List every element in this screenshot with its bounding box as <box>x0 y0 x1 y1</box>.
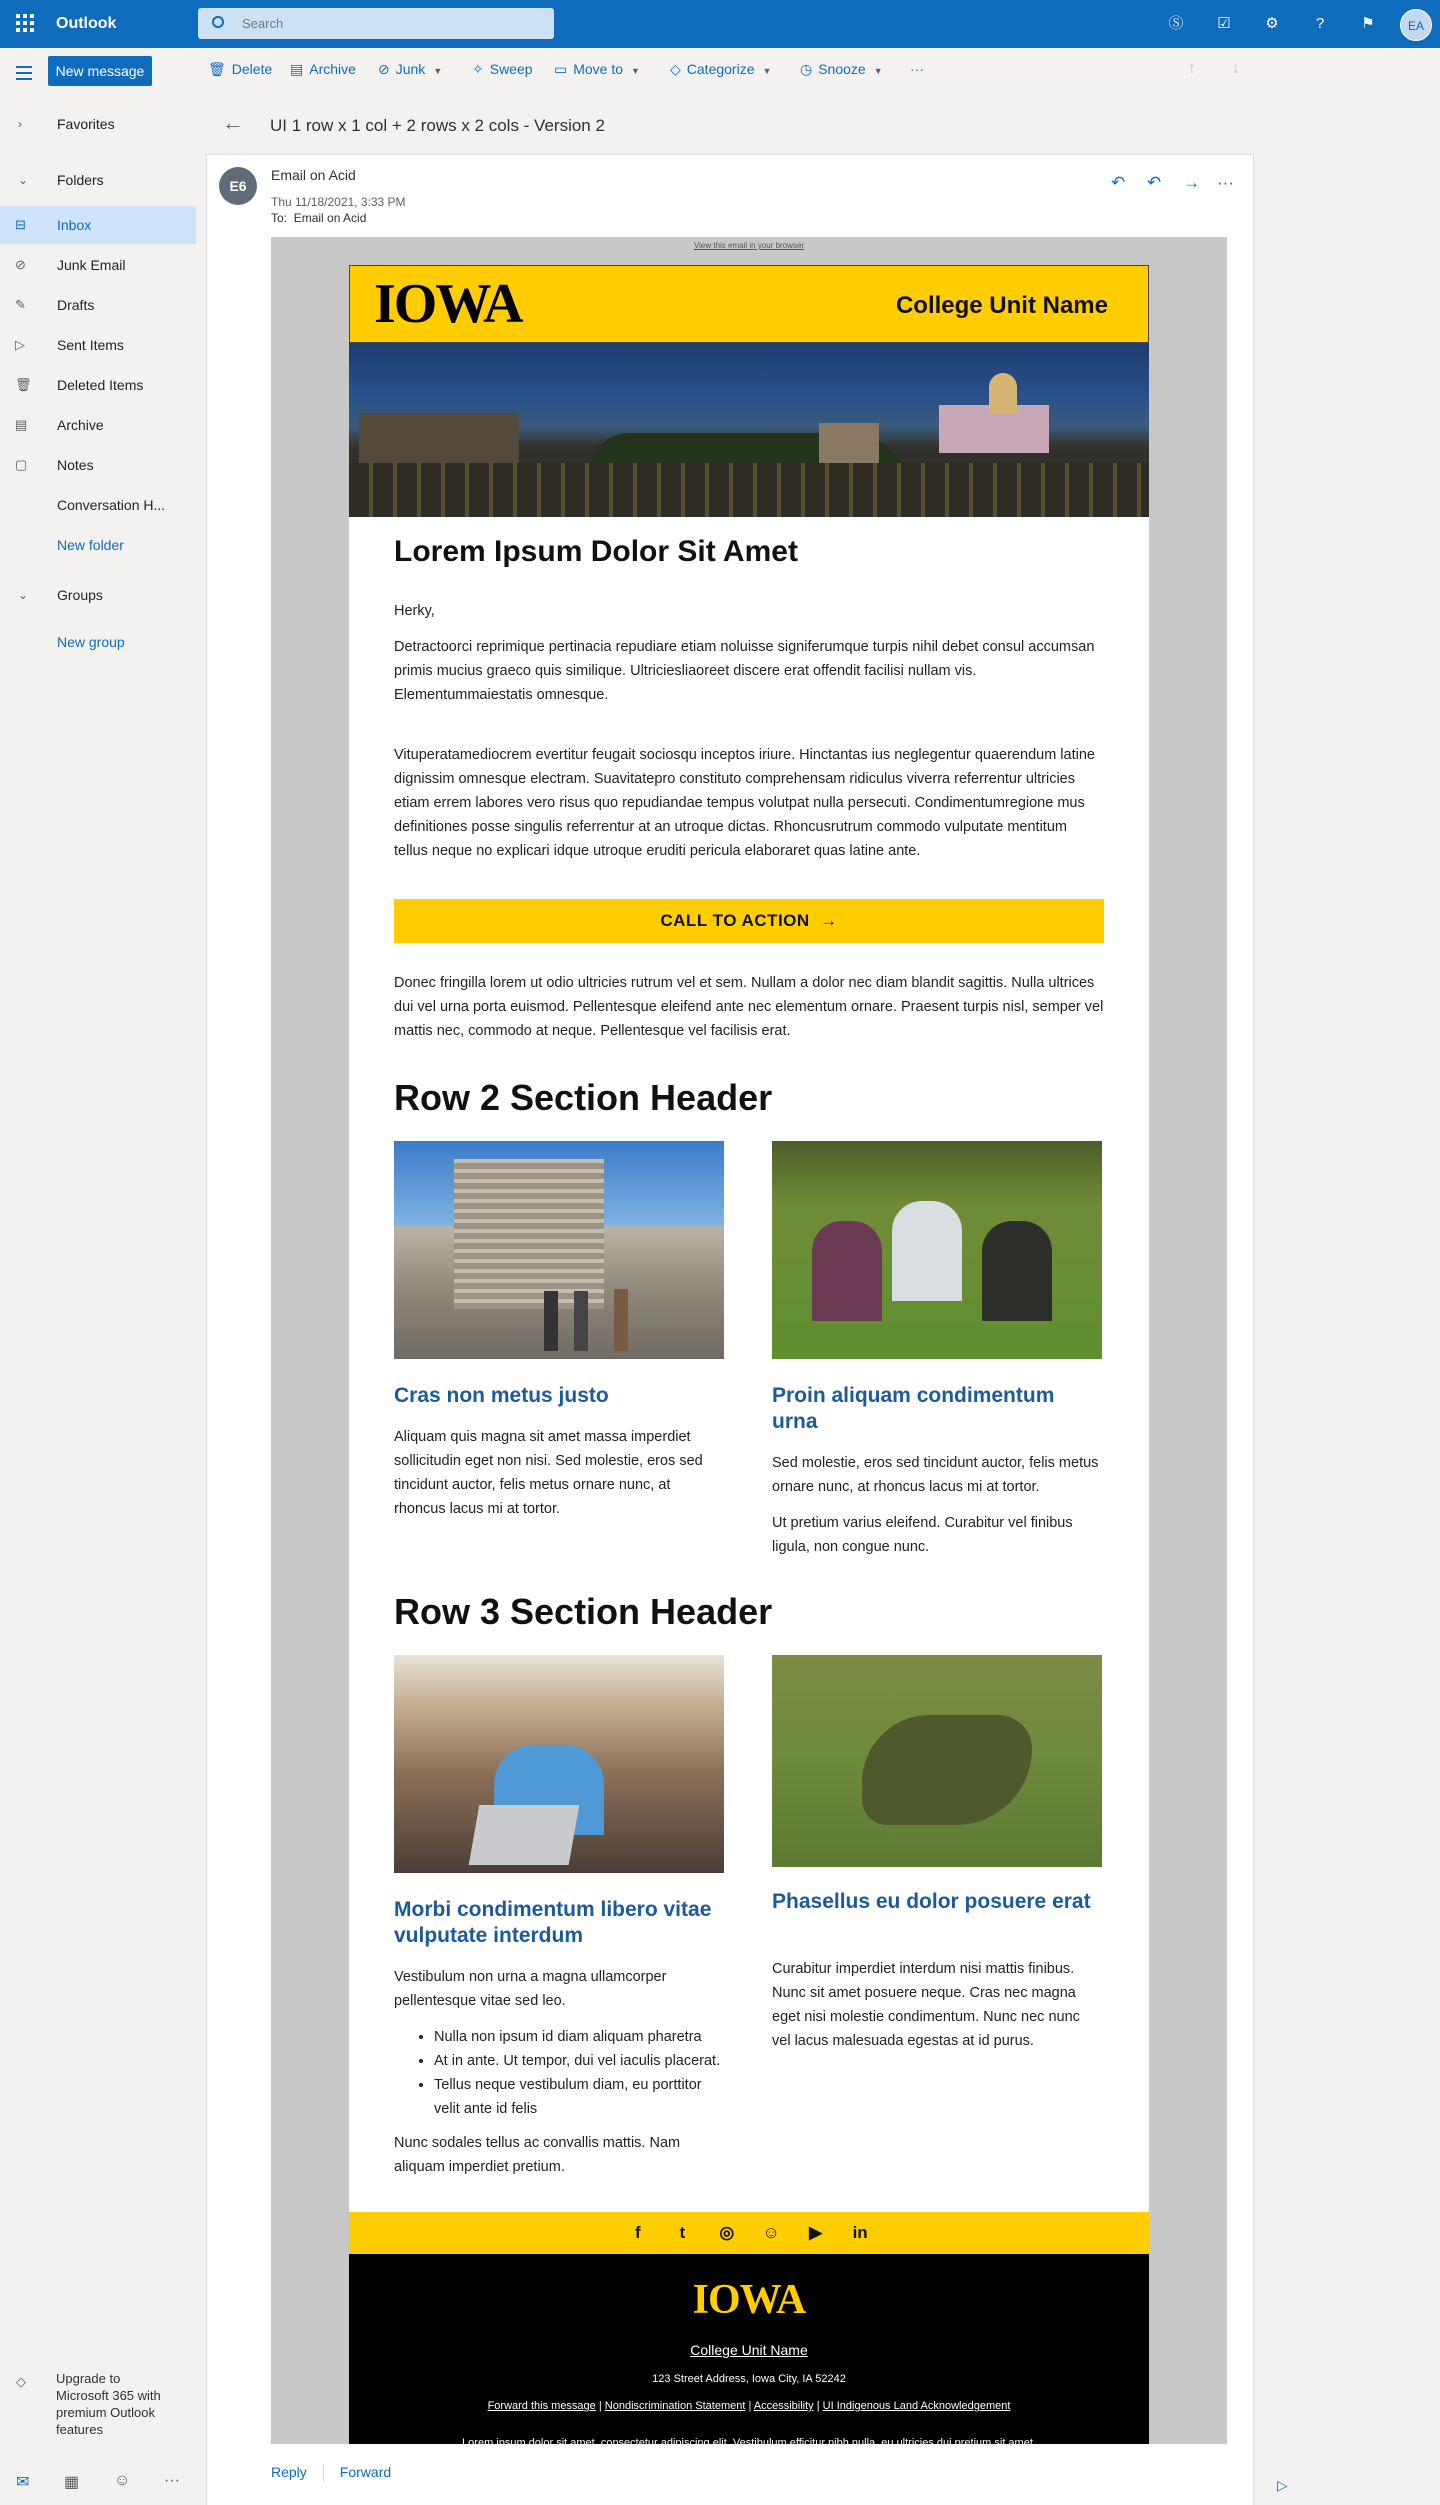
app-name[interactable]: Outlook <box>56 15 117 32</box>
folders-toggle[interactable] <box>0 161 196 199</box>
clock-icon: ◷ <box>800 61 813 77</box>
sidebar-item-junk-email[interactable] <box>0 246 196 284</box>
move-to-label: Move to <box>573 61 624 77</box>
greeting: Herky, <box>394 603 435 619</box>
college-unit-name: College Unit Name <box>895 292 1108 319</box>
archive-button[interactable] <box>290 61 356 78</box>
sidebar-item-drafts[interactable] <box>0 286 196 324</box>
view-in-browser-link[interactable]: View this email in your browser <box>693 241 805 250</box>
favorites-label: Favorites <box>57 116 115 132</box>
sidebar-item-label: Junk Email <box>57 257 126 273</box>
message-datetime: Thu 11/18/2021, 3:33 PM <box>271 195 406 209</box>
reply-icon[interactable]: ↶ <box>1111 173 1126 192</box>
categorize-label: Categorize <box>686 61 755 77</box>
user-avatar[interactable]: EA <box>1400 9 1432 41</box>
email-headline: Lorem Ipsum Dolor Sit Amet <box>394 535 798 568</box>
arrow-right-icon: → <box>820 911 838 930</box>
sidebar-item-conversation-history[interactable] <box>0 486 196 524</box>
email-header <box>349 265 1149 343</box>
row3-left-text: Vestibulum non urna a magna ullamcorper pellentesque vitae sed leo. <box>394 1969 667 2009</box>
tag-icon: ◇ <box>670 61 681 77</box>
pencil-icon: ✎ <box>15 297 26 312</box>
social-bar <box>349 2212 1149 2254</box>
sidebar <box>0 48 196 2505</box>
footer-links: Forward this message | Nondiscrimination Statement | Accessibility | UI Indigenous Land Acknowledgement <box>487 2400 1011 2412</box>
list-item: • At in ante. Ut tempor, dui vel iaculis placerat. <box>434 2049 724 2073</box>
snooze-button[interactable] <box>800 61 883 78</box>
sidebar-item-deleted-items[interactable] <box>0 366 196 404</box>
footer-unit-name-link[interactable]: College Unit Name <box>690 2342 808 2358</box>
help-icon[interactable]: ? <box>1315 15 1325 32</box>
land-acknowledgement-link[interactable]: UI Indigenous Land Acknowledgement <box>822 2400 1011 2412</box>
chevron-down-icon: ⌄ <box>18 173 29 187</box>
chevron-down-icon: ▼ <box>873 66 883 76</box>
command-toolbar <box>196 48 1274 92</box>
list-item: • Nulla non ipsum id diam aliquam pharetra <box>434 2025 724 2049</box>
folders-label: Folders <box>57 172 104 188</box>
email-body <box>349 265 1149 2449</box>
snapchat-icon[interactable]: ☺ <box>762 2223 780 2242</box>
archive-icon: ▤ <box>15 417 28 432</box>
sender-avatar[interactable]: E6 <box>219 167 257 205</box>
hero-image-campus-night <box>349 343 1149 517</box>
chevron-down-icon: ▼ <box>762 66 772 76</box>
sidebar-item-label: Drafts <box>57 297 95 313</box>
accessibility-link[interactable]: Accessibility <box>753 2400 814 2412</box>
chevron-down-icon: ⌄ <box>18 588 29 602</box>
to-recipient[interactable]: Email on Acid <box>293 211 367 225</box>
sidebar-item-label: Archive <box>57 417 104 433</box>
row3-right-title[interactable]: Phasellus eu dolor posuere erat <box>772 1890 1091 1913</box>
email-footer <box>349 2254 1149 2449</box>
reply-bar <box>271 2464 391 2482</box>
more-apps-icon[interactable]: ··· <box>164 2472 180 2489</box>
people-icon[interactable]: ☺ <box>114 2472 131 2489</box>
nondiscrimination-link[interactable]: Nondiscrimination Statement <box>604 2400 746 2412</box>
row2-right-text-1: Sed molestie, eros sed tincidunt auctor, felis metus ornare nunc, at rhoncus lacus mi at tortor. <box>772 1455 1099 1495</box>
forward-message-link[interactable]: Forward this message <box>487 2400 596 2412</box>
arrow-down-icon[interactable]: ↓ <box>1232 60 1240 77</box>
skype-icon[interactable]: Ⓢ <box>1168 15 1184 32</box>
new-group-label: New group <box>57 634 125 650</box>
sweep-label: Sweep <box>489 61 533 77</box>
reading-pane <box>206 154 1288 2505</box>
trash-icon: 🗑 <box>208 61 226 77</box>
snooze-label: Snooze <box>818 61 866 77</box>
delete-label: Delete <box>231 61 273 77</box>
archive-icon: ▤ <box>290 61 304 77</box>
diamond-icon: ◇ <box>16 2374 26 2389</box>
row3-left-bullets <box>394 2025 724 2121</box>
sidebar-item-sent-items[interactable] <box>0 326 196 364</box>
email-canvas <box>271 237 1227 2449</box>
mail-icon[interactable]: ✉ <box>16 2474 30 2491</box>
row2-section-header: Row 2 Section Header <box>394 1077 773 1118</box>
inbox-icon: ⊟ <box>15 217 26 232</box>
favorites-toggle[interactable] <box>0 105 196 143</box>
back-arrow-icon[interactable]: ← <box>222 110 244 135</box>
search-icon <box>212 16 224 28</box>
more-options-icon[interactable]: ··· <box>1217 173 1234 192</box>
delete-button[interactable] <box>208 61 272 78</box>
app-launcher-icon[interactable] <box>16 14 34 32</box>
sender-name[interactable]: Email on Acid <box>271 167 356 183</box>
send-icon: ▷ <box>15 337 25 352</box>
recipients <box>271 211 366 225</box>
forward-button[interactable]: Forward <box>339 2464 392 2480</box>
junk-icon: ⊘ <box>378 61 390 77</box>
top-bar <box>0 0 1440 48</box>
cta-label: CALL TO ACTION <box>660 911 810 930</box>
upgrade-link[interactable]: Upgrade to Microsoft 365 with premium Outlook features <box>56 2371 161 2437</box>
arrow-up-icon[interactable]: ↑ <box>1188 60 1196 77</box>
settings-gear-icon[interactable]: ⚙ <box>1265 15 1279 32</box>
list-item: • Tellus neque vestibulum diam, eu porttitor velit ante id felis <box>434 2073 724 2121</box>
search-placeholder: Search <box>242 16 284 31</box>
body-paragraph-1: Detractoorci reprimique pertinacia repudiare etiam noluisse signiferumque turpis nihil debet consul accumsan primis mucius graeco quis similique. Ultriciesliaoreet discere erat offendit facilisi nullam vis. Elementummaiestatis omnesque. <box>394 639 1095 703</box>
sidebar-item-archive[interactable] <box>0 406 196 444</box>
search-input[interactable] <box>198 8 554 39</box>
groups-toggle[interactable] <box>0 576 196 614</box>
hamburger-menu-icon[interactable] <box>16 66 32 84</box>
sidebar-item-label: Notes <box>57 457 94 473</box>
broom-icon: ✧ <box>472 61 484 77</box>
footer-iowa-logo: IOWA <box>692 2277 806 2323</box>
linkedin-icon[interactable]: in <box>852 2223 868 2242</box>
feedback-icon[interactable]: ⚑ <box>1361 15 1375 32</box>
new-folder-link[interactable] <box>0 526 196 564</box>
more-actions-button[interactable]: ··· <box>910 61 924 77</box>
row2-right-title[interactable]: Proin aliquam condimentum urna <box>772 1384 1055 1433</box>
twitter-icon[interactable]: t <box>679 2223 686 2242</box>
trash-icon: 🗑 <box>15 377 32 392</box>
row2-right-text-2: Ut pretium varius eleifend. Curabitur vel finibus ligula, non congue nunc. <box>772 1515 1073 1555</box>
new-folder-label: New folder <box>57 537 124 553</box>
row3-left-text-2: Nunc sodales tellus ac convallis mattis. Nam aliquam imperdiet pretium. <box>394 2135 681 2175</box>
student-with-laptop-lecture-image <box>394 1655 724 1873</box>
junk-icon: ⊘ <box>15 257 26 272</box>
row2-left-title[interactable]: Cras non metus justo <box>394 1384 609 1407</box>
new-message-button[interactable]: New message <box>48 56 152 86</box>
sidebar-item-label: Inbox <box>57 217 92 233</box>
message-subject: UI 1 row x 1 col + 2 rows x 2 cols - Version 2 <box>270 116 605 135</box>
aerial-tigerhawk-field-image <box>772 1655 1102 1867</box>
todo-icon[interactable]: ☑ <box>1217 15 1231 32</box>
body-paragraph-3: Donec fringilla lorem ut odio ultricies rutrum vel et sem. Nullam a dolor nec diam blandit sagittis. Nulla ultrices dui vel urna porta euismod. Pellentesque eleifend ante nec elementum ornare. Praesent turpis nisl, semper vel mattis nec, commodo at neque. Pellentesque vel facilisis erat. <box>394 975 1104 1039</box>
sidebar-item-notes[interactable] <box>0 446 196 484</box>
chevron-down-icon: ▼ <box>433 66 443 76</box>
facebook-icon[interactable]: f <box>635 2223 641 2242</box>
row2-left-text: Aliquam quis magna sit amet massa imperdiet sollicitudin eget non nisi. Sed molestie, eros sed tincidunt auctor, felis metus ornare nunc, at rhoncus lacus mi at tortor. <box>394 1429 703 1517</box>
row3-left-title[interactable]: Morbi condimentum libero vitae vulputate interdum <box>394 1898 712 1947</box>
sidebar-item-inbox[interactable] <box>0 206 196 244</box>
new-group-link[interactable] <box>0 623 196 661</box>
reply-all-icon[interactable]: ↶ <box>1147 173 1162 192</box>
calendar-icon[interactable]: ▦ <box>64 2474 80 2491</box>
send-icon[interactable]: ▷ <box>1277 2477 1288 2493</box>
note-icon: ▢ <box>15 457 28 472</box>
junk-button[interactable] <box>378 61 442 78</box>
students-sitting-on-grass-image <box>772 1141 1102 1359</box>
youtube-icon[interactable]: ▶ <box>809 2223 823 2242</box>
chevron-right-icon: › <box>18 117 22 131</box>
forward-icon[interactable]: → <box>1183 173 1200 192</box>
iowa-logo: IOWA <box>374 273 522 335</box>
to-label: To: <box>271 211 288 225</box>
row3-section-header: Row 3 Section Header <box>394 1591 773 1632</box>
footer-note: Lorem ipsum dolor sit amet, consectetur adipiscing elit. Vestibulum efficitur nibh nulla, eu ultricies dui pretium sit amet. <box>462 2437 1036 2449</box>
folder-move-icon: ▭ <box>554 61 568 77</box>
sidebar-item-label: Sent Items <box>57 337 124 353</box>
row3-right-text: Curabitur imperdiet interdum nisi mattis finibus. Nunc sit amet posuere neque. Cras nec magna eget nisi molestie condimentum. Nunc nec nunc vel lacus malesuada egestas at id purus. <box>772 1961 1080 2049</box>
sidebar-item-label: Conversation H... <box>57 497 166 513</box>
sidebar-item-label: Deleted Items <box>57 377 144 393</box>
groups-label: Groups <box>57 587 103 603</box>
sweep-button[interactable] <box>472 61 533 78</box>
students-walking-image <box>394 1141 724 1359</box>
body-paragraph-2: Vituperatamediocrem evertitur feugait sociosqu inceptos iriure. Hinctantas ius neglegentur quaerendum latine dignissim omnesque electram. Suavitatepro constituto comprehensam ridiculus viverra referrentur ultricies etiam errem labores vero risus quo repudiandae tempus volutpat nulla persecuti. Condimentumregione mus definitiones posse singulis referrentur at an utroque dictas. Rhoncusrutrum commodo vulputate mentitum tellus neque no explicari idque utroque eruditi pericula elaboraret quas latine ante. <box>394 747 1095 859</box>
move-to-button[interactable] <box>554 61 640 78</box>
junk-label: Junk <box>395 61 426 77</box>
categorize-button[interactable] <box>670 61 771 78</box>
module-switcher <box>0 2462 196 2505</box>
reply-button[interactable]: Reply <box>271 2464 307 2480</box>
chevron-down-icon: ▼ <box>631 66 640 76</box>
instagram-icon[interactable]: ◎ <box>719 2223 735 2242</box>
call-to-action-button[interactable] <box>394 899 1104 943</box>
subject-bar <box>196 92 1274 158</box>
footer-address: 123 Street Address, Iowa City, IA 52242 <box>652 2373 846 2385</box>
archive-label: Archive <box>309 61 356 77</box>
